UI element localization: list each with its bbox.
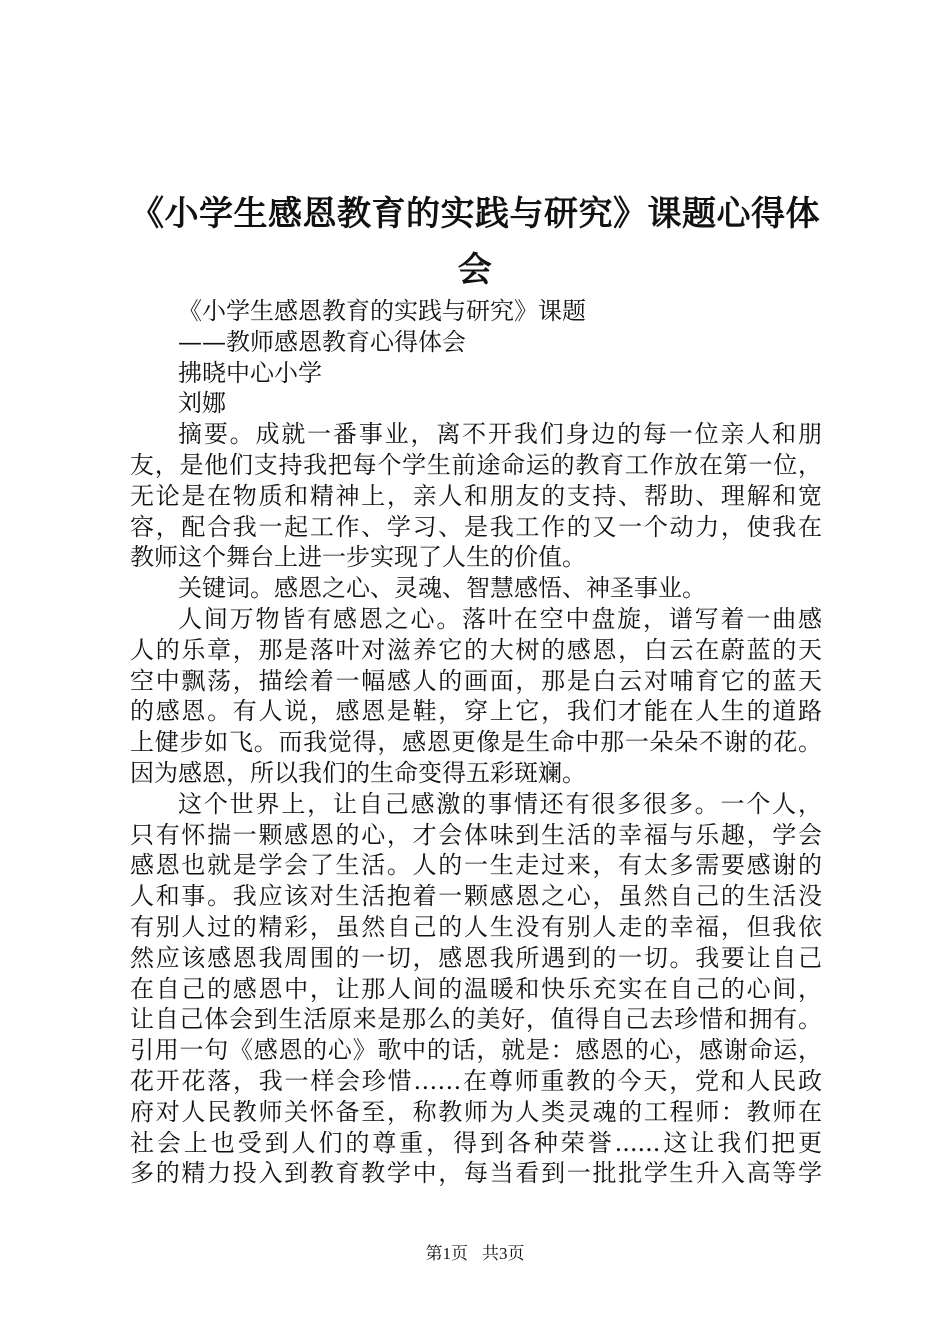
paragraph-line: 人和事。我应该对生活抱着一颗感恩之心，虽然自己的生活没 [130, 882, 822, 911]
page-number: 第1页 [425, 1244, 468, 1263]
author-name: 刘娜 [178, 389, 226, 418]
school-name: 拂晓中心小学 [178, 358, 322, 387]
paragraph-line: 容，配合我一起工作、学习、是我工作的又一个动力，使我在 [130, 512, 822, 541]
subtitle-2: ——教师感恩教育心得体会 [178, 327, 466, 356]
paragraph-line: 只有怀揣一颗感恩的心，才会体味到生活的幸福与乐趣，学会 [130, 820, 822, 849]
title-line-2: 会 [457, 250, 493, 290]
paragraph-line: 府对人民教师关怀备至，称教师为人类灵魂的工程师：教师在 [130, 1097, 822, 1126]
paragraph-line: 有别人过的精彩，虽然自己的人生没有别人走的幸福，但我依 [130, 912, 822, 941]
subtitle: 《小学生感恩教育的实践与研究》课题 [178, 297, 586, 325]
paragraph-line: 人间万物皆有感恩之心。落叶在空中盘旋，谱写着一曲感 [178, 604, 822, 633]
paragraph-line: 因为感恩，所以我们的生命变得五彩斑斓。 [130, 758, 586, 787]
paragraph-line: 人的乐章，那是落叶对滋养它的大树的感恩，白云在蔚蓝的天 [130, 635, 822, 664]
paragraph-line: 多的精力投入到教育教学中，每当看到一批批学生升入高等学 [130, 1159, 822, 1188]
paragraph-line: 上健步如飞。而我觉得，感恩更像是生命中那一朵朵不谢的花。 [130, 728, 822, 757]
paragraph-line: 空中飘荡，描绘着一幅感人的画面，那是白云对哺育它的蓝天 [130, 666, 822, 695]
paragraph-line: 的感恩。有人说，感恩是鞋，穿上它，我们才能在人生的道路 [130, 697, 822, 726]
paragraph-line: 在自己的感恩中，让那人间的温暖和快乐充实在自己的心间， [130, 974, 822, 1003]
paragraph-line: 社会上也受到人们的尊重，得到各种荣誉......这让我们把更 [130, 1128, 822, 1157]
paragraph-line: 友，是他们支持我把每个学生前途命运的教育工作放在第一位， [130, 450, 822, 479]
page-footer [0, 1242, 950, 1266]
paragraph-line: 让自己体会到生活原来是那么的美好，值得自己去珍惜和拥有。 [130, 1005, 822, 1034]
paragraph-line: 摘要。成就一番事业，离不开我们身边的每一位亲人和朋 [178, 420, 822, 449]
paragraph-line: 感恩也就是学会了生活。人的一生走过来，有太多需要感谢的 [130, 851, 822, 880]
keywords-line: 关键词。感恩之心、灵魂、智慧感悟、神圣事业。 [178, 574, 706, 603]
document-body [130, 296, 822, 1189]
title-line-1: 《小学生感恩教育的实践与研究》课题心得体 [130, 194, 820, 234]
document-title [100, 186, 850, 298]
paragraph-line: 花开花落，我一样会珍惜……在尊师重教的今天，党和人民政 [130, 1066, 822, 1095]
paragraph-line: 无论是在物质和精神上，亲人和朋友的支持、帮助、理解和宽 [130, 481, 822, 510]
page-total: 共3页 [482, 1244, 525, 1263]
paragraph-line: 这个世界上，让自己感激的事情还有很多很多。一个人， [178, 789, 822, 818]
paragraph-line: 然应该感恩我周围的一切，感恩我所遇到的一切。我要让自己 [130, 943, 822, 972]
paragraph-line: 引用一句《感恩的心》歌中的话，就是：感恩的心，感谢命运， [130, 1036, 822, 1065]
paragraph-line: 教师这个舞台上进一步实现了人生的价值。 [130, 543, 586, 572]
